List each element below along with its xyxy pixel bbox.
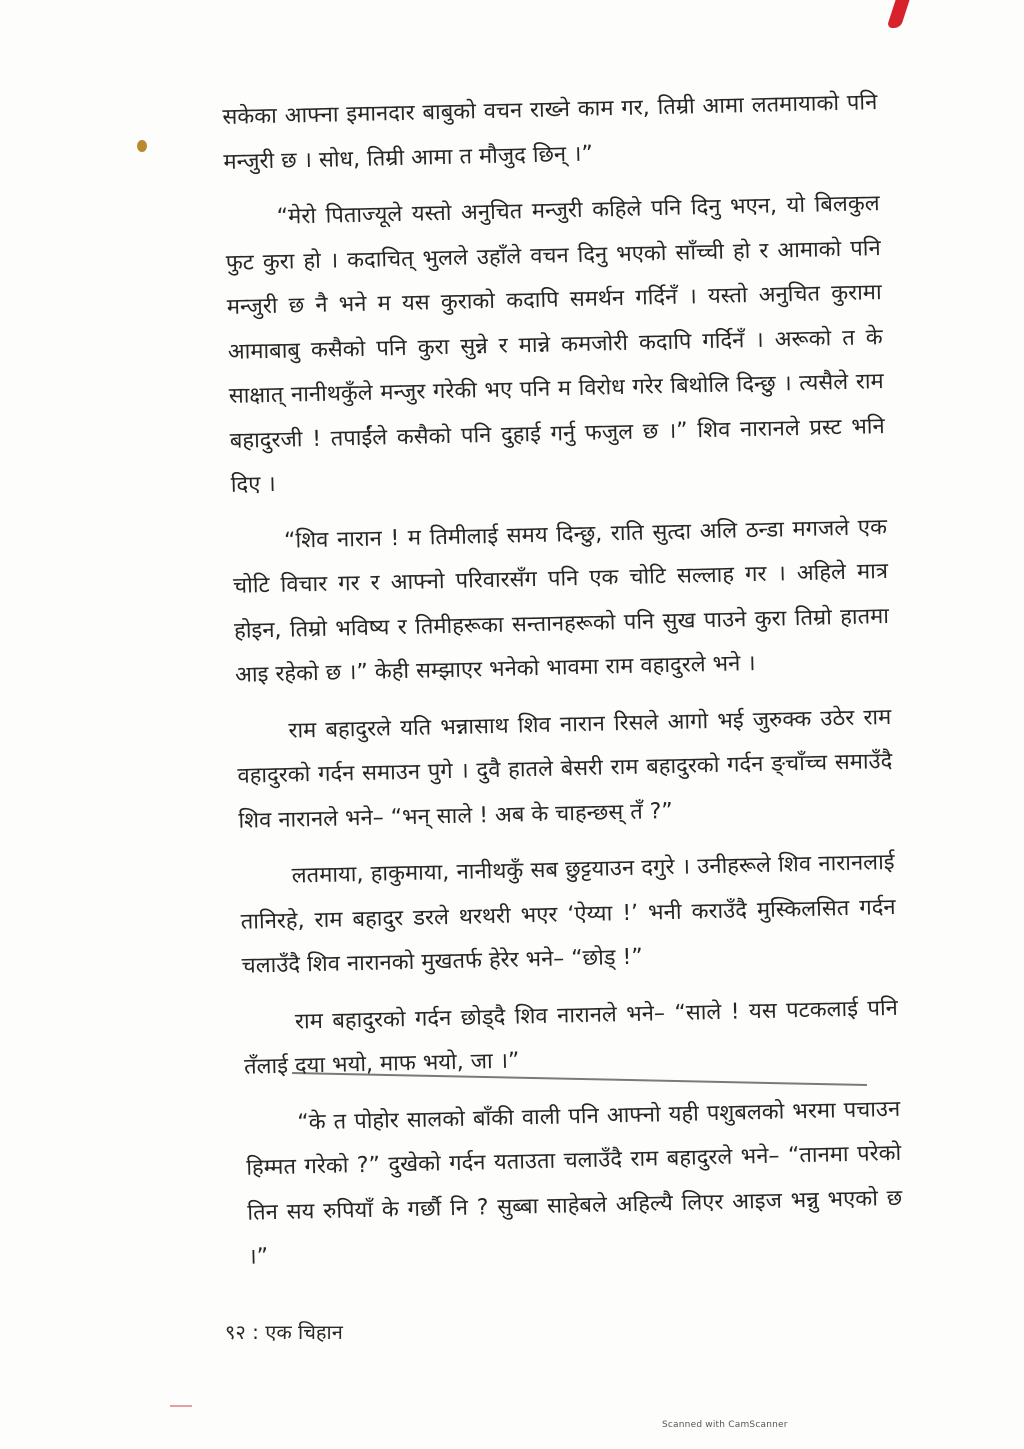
body-text xyxy=(222,81,904,1292)
paragraph-7: “के त पोहोर सालको बाँकी वाली पनि आफ्नो यही पशुबलको भरमा पचाउन हिम्मत गरेको ?” दुखेको गर्दन यताउता चलाउँदै राम बहादुरले भने– “तानमा परेको तिन सय रुपियाँ के गर्छौ नि ? सुब्बा साहेबले अहिल्यै लिएर आइज भन्नु भएको छ ।” xyxy=(246,1096,903,1270)
paragraph-6: राम बहादुरको गर्दन छोड्दै शिव नारानले भने– “साले ! यस पटकलाई पनि तँलाई दया भयो, माफ भयो, जा ।” xyxy=(243,995,899,1080)
paragraph-3: “शिव नारान ! म तिमीलाई समय दिन्छु, राति सुत्दा अलि ठन्डा मगजले एक चोटि विचार गर र आफ्नो परिवारसँग पनि एक चोटि सल्लाह गर । अहिले मात्र होइन, तिम्रो भविष्य र तिमीहरूका सन्तानहरूको पनि सुख पाउने कुरा तिम्रो हातमा आइ रहेको छ ।” केही सम्झाएर भनेको भावमा राम वहादुरले भने । xyxy=(232,514,890,688)
paragraph-4: राम बहादुरले यति भन्नासाथ शिव नारान रिसले आगो भई जुरुक्क उठेर राम वहादुरको गर्दन समाउन पुगे । दुवै हातले बेसरी राम बहादुरको गर्दन ङ्चाँच्च समाउँदै शिव नारानले भने– “भन् साले ! अब के चाहन्छस् तँ ?” xyxy=(237,704,893,834)
paper-speck xyxy=(137,140,147,152)
paragraph-5: लतमाया, हाकुमाया, नानीथकुँ सब छुट्टयाउन दगुरे । उनीहरूले शिव नारानलाई तानिरहे, राम बहादुर डरले थरथरी भएर ‘ऐय्या !’ भनी कराउँदै मुस्किलसित गर्दन चलाउँदै शिव नारानको मुखतर्फ हेरेर भने– “छोड् !” xyxy=(240,849,896,979)
red-corner-mark xyxy=(886,0,911,28)
page-footer: ९२ : एक चिहान xyxy=(225,1320,343,1344)
paragraph-2: “मेरो पिताज्यूले यस्तो अनुचित मन्जुरी कहिले पनि दिनु भएन, यो बिलकुल फुट कुरा हो । कदाचित् भुलले उहाँले वचन दिनु भएको साँच्ची हो र आमाको पनि मन्जुरी छ नै भने म यस कुराको कदापि समर्थन गर्दिनँ । यस्तो अनुचित कुरामा आमाबाबु कसैको पनि कुरा सुन्ने र मान्ने कमजोरी कदापि गर्दिनँ । अरूको त के साक्षात् नानीथकुँले मन्जुर गरेकी भए पनि म विरोध गरेर बिथोलि दिन्छु । त्यसैले राम बहादुरजी ! तपाईंले कसैको पनि दुहाई गर्नु फजुल छ ।” शिव नारानले प्रस्ट भनि दिए । xyxy=(225,191,885,498)
bottom-red-tick xyxy=(170,1405,192,1407)
paragraph-1: सकेका आफ्ना इमानदार बाबुको वचन राख्ने काम गर, तिम्री आमा लतमायाको पनि मन्जुरी छ । सोध, तिम्री आमा त मौजुद छिन् ।” xyxy=(222,90,878,175)
scanner-watermark: Scanned with CamScanner xyxy=(662,1420,788,1430)
